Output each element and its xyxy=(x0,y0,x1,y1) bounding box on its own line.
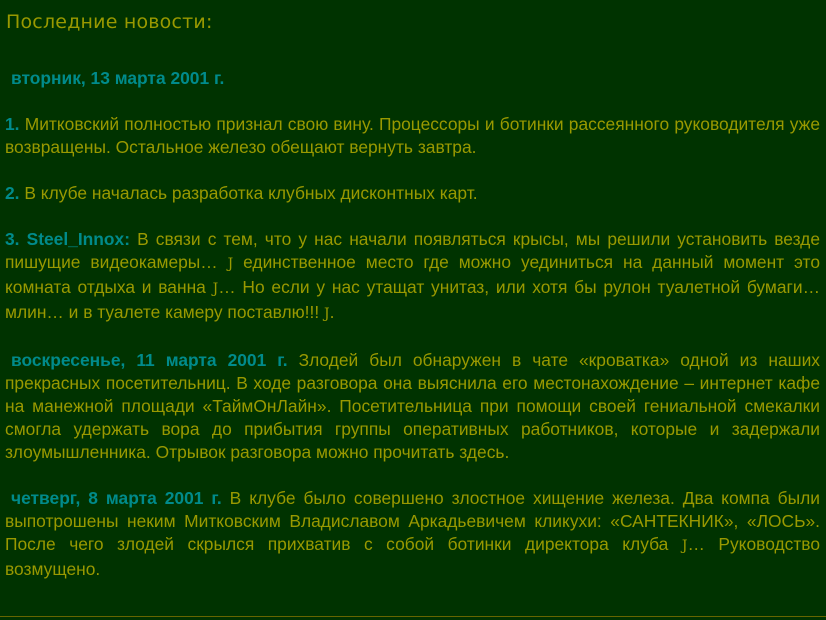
smiley-glyph: J xyxy=(227,256,234,272)
news-item-author: Steel_Innox: xyxy=(19,229,130,249)
smiley-glyph: J xyxy=(212,281,219,297)
smiley-glyph: J xyxy=(681,538,688,554)
news-item xyxy=(5,113,820,159)
news-date-block xyxy=(5,67,820,90)
news-item xyxy=(5,228,820,326)
news-entry xyxy=(5,487,820,581)
news-date: воскресенье, 11 марта 2001 г. xyxy=(11,350,288,370)
news-item-text: единственное место где можно уединиться на данный момент это комната отдыха и ванна xyxy=(5,252,820,297)
news-item-number: 1. xyxy=(5,114,20,134)
news-entry-text: В клубе было совершено злостное хищение железа. Два компа были выпотрошены неким Митковским Владиславом Аркадьевичем кликухи: «САНТЕКНИК», «ЛОСЬ». После чего злодей скрылся прихватив с собой ботинки директора клуба xyxy=(5,488,820,554)
news-item-text: … Но если у нас утащат унитаз, или хотя бы рулон туалетной бумаги… млин… и в туалете камеру поставлю!!! xyxy=(5,277,820,322)
news-item-text: В связи с тем, что у нас начали появляться крысы, мы решили установить везде пишущие видеокамеры… xyxy=(5,229,820,272)
news-date: вторник, 13 марта 2001 г. xyxy=(11,68,225,88)
news-entry-text: Злодей был обнаружен в чате «кроватка» одной из наших прекрасных посетительниц. В ходе разговора она выяснила его местонахождение – интернет кафе на манежной площади «ТаймОнЛайн». Посетительница при помощи своей гениальной смекалки смогла удержать вора до прибытия группы оперативных работников, которые и задержали злоумышленника. Отрывок разговора можно прочитать здесь. xyxy=(5,350,820,462)
news-item xyxy=(5,182,820,205)
news-date: четверг, 8 марта 2001 г. xyxy=(11,488,222,508)
news-item-number: 2. xyxy=(5,183,20,203)
news-item-text: Митковский полностью признал свою вину. Процессоры и ботинки рассеянного руководителя уже возвращены. Остальное железо обещают вернуть завтра. xyxy=(5,114,820,157)
news-item-number: 3. xyxy=(5,229,20,249)
news-list xyxy=(5,67,820,581)
bottom-divider xyxy=(0,616,826,617)
smiley-glyph: J xyxy=(324,306,330,322)
news-entry-text: … Руководство возмущено. xyxy=(5,534,821,579)
news-item-text: . xyxy=(329,302,335,322)
page-title: Последние новости: xyxy=(6,11,213,33)
news-item-text: В клубе началась разработка клубных дисконтных карт. xyxy=(19,183,478,203)
news-entry xyxy=(5,349,820,464)
